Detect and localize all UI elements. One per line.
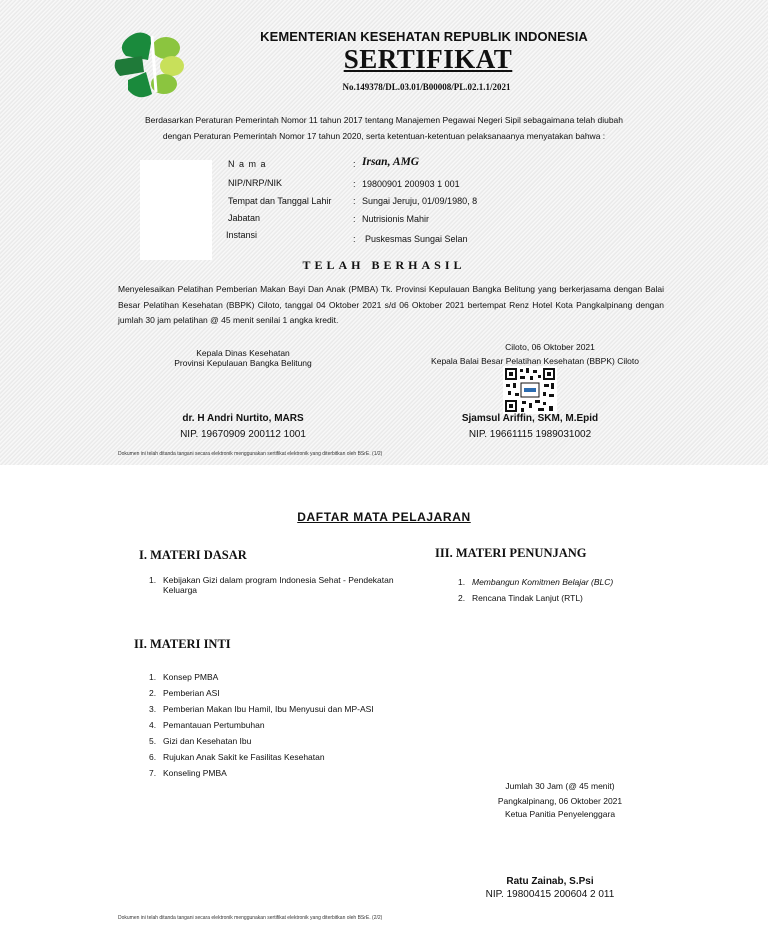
participant-birth: Sungai Jeruju, 01/09/1980, 8 xyxy=(362,196,478,206)
colon: : xyxy=(353,214,356,224)
list-item: 6. Rujukan Anak Sakit ke Fasilitas Kesehatan xyxy=(149,752,325,762)
participant-nip: 19800901 200903 1 001 xyxy=(362,179,460,189)
colon: : xyxy=(353,179,356,189)
list-item: 1. Kebijakan Gizi dalam program Indonesia Sehat - Pendekatan Keluarga xyxy=(149,575,394,595)
section-2-list xyxy=(149,669,449,781)
list-item: 3. Pemberian Makan Ibu Hamil, Ibu Menyusui dan MP-ASI xyxy=(149,704,374,714)
ministry-name: KEMENTERIAN KESEHATAN REPUBLIK INDONESIA xyxy=(260,29,588,44)
list-item: 4. Pemantauan Pertumbuhan xyxy=(149,720,265,730)
right-place-date: Ciloto, 06 Oktober 2021 xyxy=(505,342,595,352)
right-signatory-name: Sjamsul Ariffin, SKM, M.Epid xyxy=(461,413,599,424)
section-2-heading: II. MATERI INTI xyxy=(134,637,231,651)
participant-name: Irsan, AMG xyxy=(362,156,420,168)
result-heading: TELAH BERHASIL xyxy=(302,258,466,272)
list-item: 1. Konsep PMBA xyxy=(149,672,219,682)
participant-institution: Puskesmas Sungai Selan xyxy=(365,234,468,244)
page-1-footer: Dokumen ini telah ditanda tangani secara elektronik menggunakan sertifikat elektronik yang diterbitkan oleh BSrE. (1/2) xyxy=(118,451,383,457)
left-signatory-name: dr. H Andri Nurtito, MARS xyxy=(182,413,304,424)
list-item: 5. Gizi dan Kesehatan Ibu xyxy=(149,736,252,746)
right-signatory-title: Kepala Balai Besar Pelatihan Kesehatan (BBPK) Ciloto xyxy=(431,356,639,366)
list-item: 7. Konseling PMBA xyxy=(149,768,227,778)
certificate-page-1 xyxy=(0,0,768,465)
total-hours: Jumlah 30 Jam (@ 45 menit) xyxy=(505,781,615,791)
participant-photo xyxy=(140,160,212,260)
list-item: 1. Membangun Komitmen Belajar (BLC) xyxy=(458,577,614,587)
institution-label: Instansi xyxy=(226,230,258,240)
left-signatory-nip: NIP. 19670909 200112 1001 xyxy=(180,429,306,440)
left-signatory-title-2: Provinsi Kepulauan Bangka Belitung xyxy=(174,358,312,368)
intro-line-2: dengan Peraturan Pemerintah Nomor 17 tahun 2020, serta ketentuan-ketentuan pelaksanaanya menyatakan bahwa : xyxy=(162,131,606,141)
colon: : xyxy=(353,234,356,244)
subject-list-title: DAFTAR MATA PELAJARAN xyxy=(297,510,471,524)
participant-position: Nutrisionis Mahir xyxy=(362,214,430,224)
colon: : xyxy=(353,159,356,169)
section-3-list xyxy=(458,574,718,606)
position-label: Jabatan xyxy=(228,213,261,223)
committee-chair-name: Ratu Zainab, S.Psi xyxy=(506,876,594,887)
committee-place-date: Pangkalpinang, 06 Oktober 2021 xyxy=(497,796,623,806)
qr-code-icon xyxy=(503,366,557,414)
list-item: 2. Pemberian ASI xyxy=(149,688,220,698)
committee-role: Ketua Panitia Penyelenggara xyxy=(504,809,616,819)
training-description: Menyelesaikan Pelatihan Pemberian Makan Bayi Dan Anak (PMBA) Tk. Provinsi Kepulauan Bangka Belitung yang berkerjasama dengan Balai Besar Pelatihan Kesehatan (BBPK) Ciloto, tanggal 04 Oktober 2021 s/d 06 Oktober 2021 bertempat Renz Hotel Kota Pangkalpinang dengan jumlah 30 jam pelatihan @ 45 menit senilai 1 angka kredit. xyxy=(118,284,664,325)
section-3-heading: III. MATERI PENUNJANG xyxy=(435,546,587,560)
name-label: N a m a xyxy=(228,159,267,169)
colon: : xyxy=(353,196,356,206)
nip-label: NIP/NRP/NIK xyxy=(228,178,283,188)
certificate-number: No.149378/DL.03.01/B00008/PL.02.1.1/2021 xyxy=(342,82,511,92)
birth-label: Tempat dan Tanggal Lahir xyxy=(228,196,332,206)
left-signatory-title-1: Kepala Dinas Kesehatan xyxy=(196,348,290,358)
certificate-title: SERTIFIKAT xyxy=(343,44,513,74)
list-item: 2. Rencana Tindak Lanjut (RTL) xyxy=(458,593,583,603)
section-1-list xyxy=(149,575,409,595)
section-1-heading: I. MATERI DASAR xyxy=(139,548,247,562)
page-2-footer: Dokumen ini telah ditanda tangani secara elektronik menggunakan sertifikat elektronik yang diterbitkan oleh BSrE. (2/2) xyxy=(118,915,383,921)
committee-chair-nip: NIP. 19800415 200604 2 011 xyxy=(485,889,615,900)
intro-line-1: Berdasarkan Peraturan Pemerintah Nomor 11 tahun 2017 tentang Manajemen Pegawai Negeri Sipil sebagaimana telah diubah xyxy=(144,115,624,125)
right-signatory-nip: NIP. 19661115 1989031002 xyxy=(468,429,592,440)
